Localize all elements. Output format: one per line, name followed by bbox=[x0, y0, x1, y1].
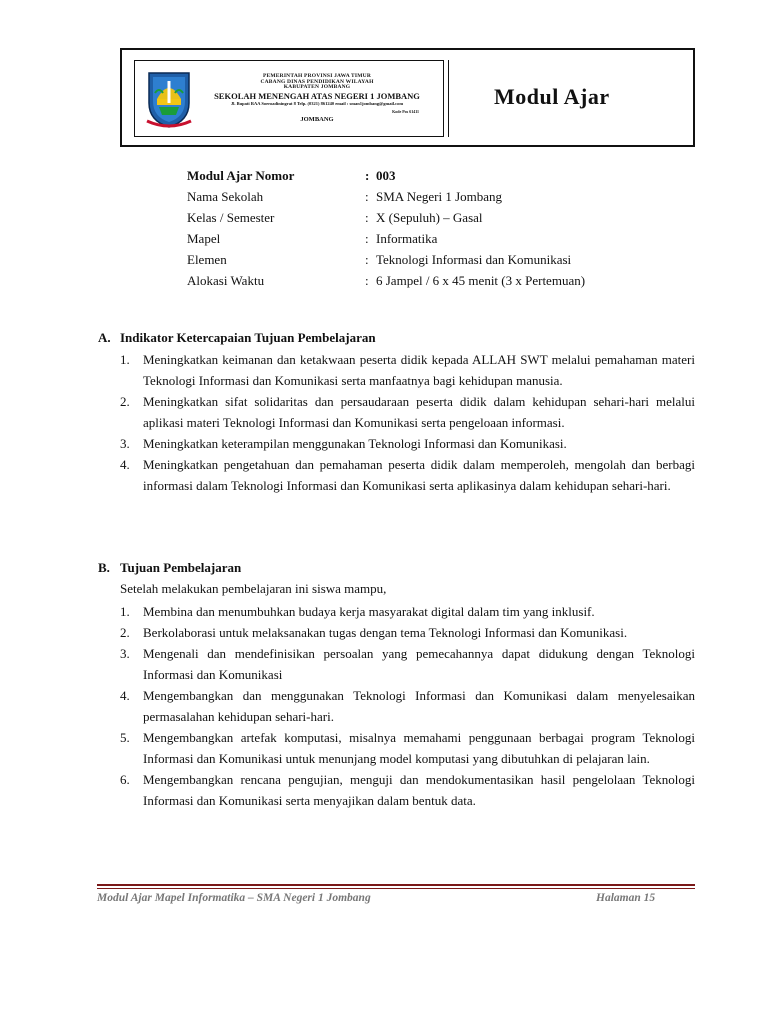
info-label: Alokasi Waktu bbox=[187, 273, 265, 288]
info-colon: : bbox=[365, 252, 369, 267]
info-colon: : bbox=[365, 189, 369, 204]
list-item-text: Mengenali dan mendefinisikan persoalan yang pemecahannya dapat didukung dengan Teknologi Informasi dan Komunikasi bbox=[143, 646, 695, 682]
section-a-list bbox=[120, 349, 695, 496]
section-b-list bbox=[120, 601, 695, 811]
list-item bbox=[120, 454, 695, 496]
info-value: Teknologi Informasi dan Komunikasi bbox=[376, 252, 572, 267]
list-item-text: Berkolaborasi untuk melaksanakan tugas dengan tema Teknologi Informasi dan Komunikasi. bbox=[143, 625, 628, 640]
list-item-number: 5. bbox=[120, 730, 130, 745]
info-label: Mapel bbox=[187, 231, 221, 246]
list-item-number: 6. bbox=[120, 772, 130, 787]
info-value: 6 Jampel / 6 x 45 menit (3 x Pertemuan) bbox=[376, 273, 586, 288]
section-b-intro: Setelah melakukan pembelajaran ini siswa mampu, bbox=[120, 581, 387, 596]
info-colon: : bbox=[365, 168, 370, 183]
letterhead-city: JOMBANG bbox=[300, 115, 334, 123]
letterhead-text bbox=[197, 73, 437, 123]
list-item-text: Meningkatkan sifat solidaritas dan persaudaraan peserta didik dalam kehidupan sehari-hari melalui aplikasi materi Teknologi Informasi dan Komunikasi serta pengeloaan informasi. bbox=[143, 394, 695, 430]
list-item-number: 2. bbox=[120, 394, 130, 409]
info-value: Informatika bbox=[376, 231, 438, 246]
east-java-emblem-logo bbox=[143, 69, 195, 129]
footer-rule-thin bbox=[97, 888, 695, 889]
letterhead-box bbox=[134, 60, 444, 137]
list-item-text: Mengembangkan artefak komputasi, misalnya memahami penggunaan berbagai program Teknologi Informasi dan Komunikasi untuk menunjang model komputasi yang dibutuhkan di pelajaran lain. bbox=[143, 730, 695, 766]
footer-page-number: Halaman 15 bbox=[596, 892, 656, 904]
list-item-number: 2. bbox=[120, 625, 130, 640]
footer-rule-thick bbox=[97, 884, 695, 886]
letterhead-school-name: SEKOLAH MENENGAH ATAS NEGERI 1 JOMBANG bbox=[214, 90, 420, 101]
list-item-text: Meningkatkan keimanan dan ketakwaan peserta didik kepada ALLAH SWT melalui pemahaman materi Teknologi Informasi dan Komunikasi serta manfaatnya bagi kehidupan manusia. bbox=[143, 352, 695, 388]
list-item-text: Meningkatkan keterampilan menggunakan Teknologi Informasi dan Komunikasi. bbox=[143, 436, 567, 451]
list-item-text: Mengembangkan rencana pengujian, menguji dan mendokumentasikan hasil pengelolaan Teknologi Informasi dan Komunikasi serta menyajikan dalam bentuk data. bbox=[143, 772, 695, 808]
list-item-number: 1. bbox=[120, 604, 130, 619]
section-b-letter: B. bbox=[98, 560, 110, 575]
letterhead-line2: CABANG DINAS PENDIDIKAN WILAYAH bbox=[260, 78, 374, 85]
info-colon: : bbox=[365, 231, 369, 246]
list-item bbox=[120, 769, 695, 811]
info-value: 003 bbox=[376, 168, 396, 183]
section-b-title: Tujuan Pembelajaran bbox=[120, 560, 242, 575]
letterhead-postal-code: Kode Pos 61411 bbox=[392, 108, 419, 114]
info-value: X (Sepuluh) – Gasal bbox=[376, 210, 483, 225]
list-item bbox=[120, 685, 695, 727]
list-item bbox=[120, 643, 695, 685]
list-item bbox=[120, 601, 695, 622]
info-colon: : bbox=[365, 210, 369, 225]
list-item-text: Mengembangkan dan menggunakan Teknologi Informasi dan Komunikasi dalam menyelesaikan permasalahan kehidupan sehari-hari. bbox=[143, 688, 695, 724]
list-item-text: Membina dan menumbuhkan budaya kerja masyarakat digital dalam tim yang inklusif. bbox=[143, 604, 595, 619]
list-item bbox=[120, 433, 695, 454]
list-item-number: 3. bbox=[120, 436, 130, 451]
info-label: Nama Sekolah bbox=[187, 189, 264, 204]
list-item-number: 4. bbox=[120, 457, 130, 472]
list-item bbox=[120, 727, 695, 769]
list-item bbox=[120, 349, 695, 391]
header-divider bbox=[448, 60, 449, 137]
section-b-heading bbox=[98, 560, 241, 576]
footer-document-name: Modul Ajar Mapel Informatika – SMA Negeri 1 Jombang bbox=[97, 892, 371, 904]
info-label: Modul Ajar Nomor bbox=[187, 168, 295, 183]
info-label: Elemen bbox=[187, 252, 227, 267]
document-title: Modul Ajar bbox=[494, 84, 610, 109]
section-a-letter: A. bbox=[98, 330, 111, 345]
list-item-number: 3. bbox=[120, 646, 130, 661]
list-item-text: Meningkatkan pengetahuan dan pemahaman peserta didik dalam memperoleh, mengolah dan berbagi informasi dalam Teknologi Informasi dan Komunikasi serta aplikasinya dalam kehidupan sehari-hari. bbox=[143, 457, 695, 493]
list-item bbox=[120, 622, 695, 643]
letterhead-line1: PEMERINTAH PROVINSI JAWA TIMUR bbox=[262, 73, 372, 79]
list-item bbox=[120, 391, 695, 433]
info-label: Kelas / Semester bbox=[187, 210, 275, 225]
letterhead-line3: KABUPATEN JOMBANG bbox=[283, 84, 351, 90]
list-item-number: 1. bbox=[120, 352, 130, 367]
section-a-heading bbox=[98, 330, 376, 346]
section-a-title: Indikator Ketercapaian Tujuan Pembelajaran bbox=[120, 330, 376, 345]
info-colon: : bbox=[365, 273, 369, 288]
letterhead-address: Jl. Bupati RAA Soeroadiningrat 8 Telp. (0321) 861240 email : sman1jombang@gmail.com bbox=[230, 101, 404, 106]
list-item-number: 4. bbox=[120, 688, 130, 703]
document-header bbox=[120, 48, 695, 147]
info-value: SMA Negeri 1 Jombang bbox=[376, 189, 503, 204]
